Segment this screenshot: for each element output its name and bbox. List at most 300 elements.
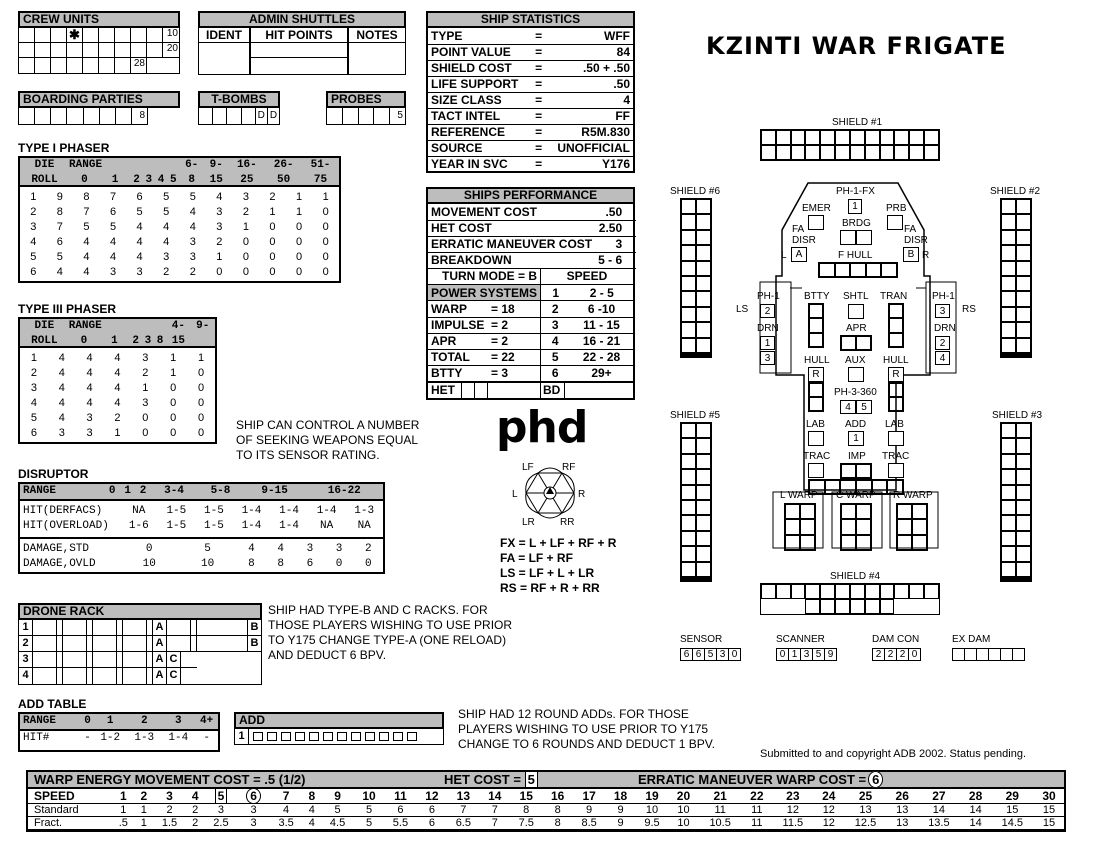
- table-cell: 10: [200, 558, 215, 570]
- stat-value: 84: [546, 44, 634, 60]
- phaser-head-cell: 16-: [236, 159, 257, 171]
- het-box-3[interactable]: [488, 383, 541, 398]
- fract-row: [28, 817, 1064, 830]
- phaser-head-cell: 15: [171, 335, 185, 347]
- add-cell: 1-2: [100, 732, 121, 744]
- shield-4-label: SHIELD #4: [830, 571, 881, 582]
- admin-shuttle-grid[interactable]: [198, 28, 406, 75]
- standard-row-cell: 13: [859, 804, 872, 816]
- stat-label: SHIELD COST: [427, 60, 531, 76]
- fract-row-cell: 4.5: [329, 817, 346, 829]
- speed-row-cell: 11: [394, 789, 407, 803]
- drn-right-box-1[interactable]: 2: [935, 336, 950, 350]
- imp-track[interactable]: [840, 463, 872, 479]
- fhull-track[interactable]: [818, 262, 898, 278]
- table-cell: 3: [306, 543, 314, 555]
- shield-3-label: SHIELD #3: [992, 410, 1043, 421]
- table-row: [20, 235, 339, 250]
- track-box: 9: [824, 648, 837, 661]
- prb-label: PRB: [886, 203, 907, 214]
- table-row: [20, 220, 339, 235]
- phaser3-head: [20, 319, 215, 348]
- drn-left-box-1[interactable]: 1: [760, 336, 775, 350]
- add-table-title: ADD TABLE: [18, 697, 87, 711]
- table-cell: 0: [242, 251, 249, 263]
- table-row: [20, 557, 383, 572]
- perf-value: 2.50: [595, 220, 636, 236]
- admin-shuttles-header: ADMIN SHUTTLES: [198, 11, 406, 28]
- cwarp-label: C WARP: [836, 490, 876, 501]
- lwarp-track[interactable]: [784, 503, 816, 551]
- standard-row-cell: 12: [786, 804, 799, 816]
- brdg-box-2[interactable]: [856, 230, 872, 245]
- table-cell: 4: [83, 236, 90, 248]
- table-cell: 4: [86, 367, 93, 379]
- standard-row-cell: 5: [334, 804, 341, 816]
- ph1-right-label: PH-1: [932, 291, 955, 302]
- boarding-parties-header: BOARDING PARTIES: [18, 91, 180, 108]
- table-cell: 5: [189, 191, 196, 203]
- ph1-left-box[interactable]: 2: [760, 304, 775, 318]
- tbomb-d1: D: [256, 108, 268, 124]
- stat-eq: =: [531, 28, 545, 44]
- perf-label: ERRATIC MANEUVER COST: [428, 236, 595, 252]
- shuttle-ident-col: IDENT: [199, 28, 249, 43]
- arc-lr: LR: [522, 517, 535, 528]
- fract-row-cell: 13: [896, 817, 909, 829]
- speed-row-cell: 26: [895, 789, 909, 803]
- phaser1-body: [20, 190, 339, 280]
- table-cell: 0: [142, 412, 149, 424]
- fract-row-cell: 12: [822, 817, 835, 829]
- ph1-right-box[interactable]: 3: [935, 304, 950, 318]
- add-round-box[interactable]: [281, 732, 291, 741]
- phaser-head-cell: [142, 319, 154, 334]
- power-systems-header: POWER SYSTEMS: [428, 285, 541, 301]
- sensor-label: SENSOR: [680, 634, 723, 645]
- lab-left-box[interactable]: [808, 431, 824, 446]
- fract-row-cell: 1: [140, 817, 147, 829]
- table-cell: 3: [216, 221, 223, 233]
- standard-row-cell: 4: [308, 804, 315, 816]
- hull-left-label: HULL: [804, 355, 830, 366]
- rwarp-track[interactable]: [896, 503, 928, 551]
- table-cell: 3: [109, 266, 117, 278]
- drone-c-label: C: [167, 668, 181, 684]
- table-cell: 0: [322, 251, 329, 263]
- crew-mark-28: 28: [131, 58, 147, 73]
- trac-right-box[interactable]: [888, 463, 904, 478]
- probes-box: [326, 91, 406, 125]
- perf-row: [428, 220, 636, 236]
- shtl-box[interactable]: [848, 304, 864, 319]
- crew-units-header: CREW UNITS: [18, 11, 180, 28]
- het-label: HET: [428, 383, 462, 398]
- add-cell: -: [203, 732, 210, 744]
- table-cell: 8: [56, 206, 63, 218]
- admin-shuttles-box: [198, 11, 406, 75]
- phaser-head-cell: [130, 319, 142, 334]
- arc-r: R: [578, 489, 586, 500]
- phaser-head-cell: 9-: [196, 320, 210, 332]
- table-cell: NA: [132, 505, 146, 517]
- perf-row: [428, 252, 636, 268]
- add-round-box[interactable]: [407, 732, 417, 741]
- speed-row-cell: 1: [119, 789, 127, 803]
- phaser-head-cell: 3: [144, 335, 152, 347]
- turn-mode-value: 2: [540, 301, 570, 317]
- drone-a-label: A: [153, 668, 167, 684]
- table-cell: 6: [109, 206, 117, 218]
- prb-box[interactable]: [887, 215, 903, 230]
- arc-formulas: [500, 536, 616, 596]
- table-cell: 3: [86, 427, 93, 439]
- table-cell: 2: [142, 367, 149, 379]
- probes-header: PROBES: [326, 91, 406, 108]
- add-round-box[interactable]: [323, 732, 333, 741]
- stat-eq: =: [531, 60, 545, 76]
- speed-row-cell: 28: [968, 789, 983, 803]
- shield-2-track[interactable]: [1000, 198, 1032, 358]
- fract-row-cell: 12.5: [854, 817, 877, 829]
- add-round-box[interactable]: [351, 732, 361, 741]
- table-row: [20, 265, 339, 280]
- stat-row: [427, 156, 634, 172]
- drone-rack-row[interactable]: [19, 620, 261, 636]
- speed-row-cell: 18: [613, 789, 628, 803]
- fract-row-cell: 2: [192, 817, 199, 829]
- add-round-box[interactable]: [379, 732, 389, 741]
- table-cell: 2: [242, 206, 249, 218]
- speed-range: 29+: [570, 365, 633, 381]
- apr-track[interactable]: [840, 335, 872, 351]
- shield-4-track[interactable]: [760, 583, 940, 615]
- table-cell: 0: [335, 558, 343, 570]
- table-cell: NA: [357, 520, 371, 532]
- tbombs-box: [198, 91, 280, 125]
- table-cell: 2: [189, 266, 196, 278]
- speed-row-cell: 7: [282, 789, 290, 803]
- phaser-head-cell: 1: [111, 174, 119, 186]
- standard-row-cell: 3: [250, 804, 257, 816]
- arc-rr: RR: [560, 517, 575, 528]
- het-cost: HET COST = 5: [444, 772, 538, 787]
- fract-row-cell: 8.5: [581, 817, 597, 829]
- add-ssd-box[interactable]: 1: [848, 431, 864, 446]
- formula-rs: RS = RF + R + RR: [500, 581, 600, 595]
- drone-rack-header: DRONE RACK: [18, 603, 262, 620]
- stat-row: [427, 44, 634, 60]
- crew-units-grid[interactable]: [18, 28, 180, 74]
- phaser-head-cell: 8: [188, 174, 195, 186]
- speed-row-cell: 27: [932, 789, 946, 803]
- table-cell: 1: [296, 191, 303, 203]
- het-box-2[interactable]: [475, 383, 488, 398]
- table-row: [20, 519, 383, 534]
- speed-range: 16 - 21: [570, 333, 633, 349]
- bd-label: BD: [541, 383, 565, 398]
- speed-row-cell: 30: [1042, 789, 1056, 803]
- ship-title: KZINTI WAR FRIGATE: [706, 32, 1007, 60]
- phaser3-title: TYPE III PHASER: [18, 302, 117, 316]
- speed-row-cell: 8: [308, 789, 316, 803]
- table-cell: 9: [56, 191, 63, 203]
- boarding-track[interactable]: [18, 108, 148, 125]
- add-track[interactable]: [234, 729, 444, 745]
- table-cell: 0: [296, 221, 303, 233]
- table-cell: 6: [56, 236, 63, 248]
- power-row: [428, 333, 633, 349]
- shield-1-track[interactable]: [760, 129, 940, 161]
- standard-row-cell: 7: [460, 804, 467, 816]
- ph3-box-a[interactable]: 4: [840, 400, 856, 414]
- phaser1-head: [20, 158, 339, 187]
- table-cell: 1: [170, 367, 177, 379]
- ph3-box-b[interactable]: 5: [856, 400, 872, 414]
- speed-row-cell: 9: [334, 789, 341, 803]
- damcon-label: DAM CON: [872, 634, 920, 645]
- bd-box[interactable]: [565, 383, 633, 398]
- ships-performance-header: SHIPS PERFORMANCE: [426, 187, 635, 204]
- tbombs-track[interactable]: [198, 108, 280, 125]
- power-label: TOTAL: [428, 349, 488, 365]
- stat-value: FF: [546, 108, 634, 124]
- fract-row-cell: 9.5: [644, 817, 660, 829]
- hull-left-r[interactable]: R: [808, 367, 824, 382]
- standard-row-cell: 8: [523, 804, 530, 816]
- disruptor-head-cell: 0: [108, 485, 116, 497]
- speed-range: 11 - 15: [570, 317, 633, 333]
- perf-row: [428, 204, 636, 220]
- fract-row-cell: 14: [969, 817, 982, 829]
- boarding-count: 8: [139, 110, 145, 121]
- speed-range: 6 -10: [570, 301, 633, 317]
- add-round-box[interactable]: [365, 732, 375, 741]
- table-cell: 5: [163, 191, 170, 203]
- aux-box[interactable]: [848, 367, 864, 382]
- add-cell: -: [84, 732, 91, 744]
- drn-right-box-2[interactable]: 4: [935, 351, 950, 365]
- standard-row-cell: 8: [554, 804, 561, 816]
- table-cell: 0: [142, 427, 149, 439]
- lab-left-label: LAB: [806, 419, 825, 430]
- table-cell: 7: [56, 221, 63, 233]
- sensor-track[interactable]: [680, 648, 740, 661]
- movement-cost-table: [26, 770, 1066, 832]
- shield-5-track[interactable]: [680, 422, 712, 582]
- table-cell: 1-3: [354, 505, 375, 517]
- power-value: = 2: [488, 333, 540, 349]
- stat-row: [427, 76, 634, 92]
- table-cell: 3: [335, 543, 343, 555]
- disr-left-label: FA DISR: [792, 224, 816, 246]
- tbombs-header: T-BOMBS: [198, 91, 280, 108]
- stat-eq: =: [531, 92, 545, 108]
- drone-a-label: A: [153, 652, 167, 667]
- table-cell: 4: [30, 236, 37, 248]
- hull-right-track[interactable]: [888, 382, 904, 412]
- stat-eq: =: [531, 44, 545, 60]
- fhull-label: F HULL: [838, 250, 873, 261]
- stat-value: .50 + .50: [546, 60, 634, 76]
- phaser3-body: [20, 351, 215, 441]
- tran-track[interactable]: [888, 303, 904, 348]
- table-cell: 3: [142, 352, 149, 364]
- table-cell: 1-4: [241, 520, 262, 532]
- table-cell: 4: [86, 382, 93, 394]
- speed-row-cell: 17: [582, 789, 596, 803]
- table-cell: 3: [216, 206, 223, 218]
- scanner-track[interactable]: [776, 648, 836, 661]
- fract-row-cell: 1.5: [161, 817, 178, 829]
- hull-right-r[interactable]: R: [888, 367, 904, 382]
- arc-lf: LF: [522, 462, 534, 473]
- het-bd-row: [428, 382, 633, 398]
- standard-row-cell: 9: [617, 804, 624, 816]
- lab-right-box[interactable]: [888, 431, 904, 446]
- brdg-box-1[interactable]: [840, 230, 856, 245]
- drone-b-label: B: [247, 636, 261, 651]
- drone-rack-row[interactable]: [19, 652, 197, 668]
- drone-rack-row[interactable]: [19, 668, 197, 684]
- table-row: [20, 351, 215, 366]
- standard-row-cell: 5: [365, 804, 373, 816]
- phaser-head-cell: 2: [133, 174, 140, 186]
- turn-mode-value: 3: [540, 317, 570, 333]
- disr-right-arc: R: [922, 250, 930, 261]
- table-cell: 3: [86, 412, 93, 424]
- table-cell: 0: [322, 206, 329, 218]
- add-round-box[interactable]: [295, 732, 305, 741]
- drone-row-num: 4: [19, 668, 33, 684]
- rwarp-label: R WARP: [893, 490, 933, 501]
- ph1-left-label: PH-1: [757, 291, 780, 302]
- shield-1-label: SHIELD #1: [832, 117, 883, 128]
- disr-b-box[interactable]: B: [903, 247, 919, 262]
- standard-row-cell: 15: [1006, 804, 1019, 816]
- tran-label: TRAN: [880, 291, 908, 302]
- btty-label: BTTY: [804, 291, 830, 302]
- table-cell: 0: [197, 427, 205, 439]
- ph3-label: PH-3-360: [834, 387, 877, 398]
- stat-eq: =: [531, 140, 545, 156]
- power-row: [428, 317, 633, 333]
- table-cell: 7: [83, 206, 90, 218]
- standard-row-cell: 2: [166, 804, 173, 816]
- fract-row-cell: 11.5: [782, 817, 804, 829]
- table-cell: 1-4: [279, 505, 299, 517]
- table-cell: 1: [269, 206, 276, 218]
- add-round-box[interactable]: [267, 732, 277, 741]
- ships-performance: [426, 187, 635, 400]
- add-note: SHIP HAD 12 ROUND ADDs. FOR THOSE PLAYERS WISHING TO USE PRIOR TO Y175 CHANGE TO 6 ROUNDS AND DEDUCT 1 BPV.: [458, 707, 715, 751]
- table-cell: 4: [216, 191, 223, 203]
- turn-mode: TURN MODE = B: [428, 269, 541, 285]
- standard-row-cell: 4: [283, 804, 290, 816]
- trac-left-box[interactable]: [808, 463, 824, 478]
- add-cell: HIT#: [23, 732, 50, 744]
- track-box: 3: [716, 648, 729, 661]
- probes-track[interactable]: [326, 108, 406, 125]
- disruptor-head-cell: 2: [139, 485, 147, 497]
- table-cell: 4: [248, 543, 255, 555]
- standard-row-cell: 13: [896, 804, 909, 816]
- table-cell: 3: [30, 382, 37, 394]
- stat-eq: =: [531, 76, 545, 92]
- ph1-fx-box[interactable]: 1: [848, 199, 862, 214]
- table-row: [20, 190, 339, 205]
- table-cell: 1: [296, 206, 303, 218]
- table-cell: 2: [216, 236, 223, 248]
- power-row: [428, 365, 633, 381]
- standard-row-cell: 14: [969, 804, 982, 816]
- damcon-track[interactable]: [872, 648, 920, 661]
- btty-track[interactable]: [808, 303, 824, 348]
- cwarp-track[interactable]: [840, 503, 872, 551]
- table-cell: 0: [322, 236, 329, 248]
- speed-row-cell: 22: [750, 789, 764, 803]
- shield-6-track[interactable]: [680, 198, 712, 358]
- table-cell: 4: [163, 221, 170, 233]
- drn-left-box-2[interactable]: 3: [760, 351, 775, 365]
- track-box: 6: [680, 648, 693, 661]
- shield-3-track[interactable]: [1000, 422, 1032, 582]
- hull-left-track[interactable]: [808, 382, 824, 412]
- add-row-num: 1: [235, 729, 249, 744]
- drone-row-num: 3: [19, 652, 33, 667]
- table-cell: 4: [189, 221, 196, 233]
- aux-label: AUX: [845, 355, 866, 366]
- drn-left-label: DRN: [757, 323, 779, 334]
- standard-row-cell: 11: [714, 804, 726, 816]
- het-box-1[interactable]: [462, 383, 475, 398]
- add-cell: 1-4: [168, 732, 189, 744]
- standard-row-cell: 15: [1042, 804, 1056, 816]
- phaser-head-cell: 50: [277, 174, 291, 186]
- table-cell: 4: [114, 382, 121, 394]
- add-round-box[interactable]: [253, 732, 263, 741]
- table-cell: 0: [269, 221, 276, 233]
- table-cell: 5: [56, 251, 63, 263]
- crew-mark-10: 10: [163, 28, 179, 43]
- add-round-box[interactable]: [309, 732, 319, 741]
- disruptor-head-cell: 3-4: [164, 485, 184, 497]
- fract-row-cell: 13.5: [928, 817, 950, 829]
- table-cell: 8: [248, 558, 255, 570]
- add-round-box[interactable]: [337, 732, 347, 741]
- fract-row-cell: 6.5: [455, 817, 471, 829]
- emer-label: EMER: [802, 203, 831, 214]
- table-cell: 4: [30, 397, 37, 409]
- speed-row-cell: 20: [676, 789, 691, 803]
- perf-label: MOVEMENT COST: [428, 204, 595, 220]
- track-box: 1: [788, 648, 801, 661]
- add-round-box[interactable]: [393, 732, 403, 741]
- table-cell: 2: [269, 191, 276, 203]
- phaser-head-cell: DIE: [34, 320, 55, 332]
- disr-a-box[interactable]: A: [791, 247, 807, 262]
- add-ssd-label: ADD: [845, 419, 867, 430]
- table-cell: 4: [109, 251, 117, 263]
- stat-label: SIZE CLASS: [427, 92, 531, 108]
- power-value: = 22: [488, 349, 540, 365]
- drone-rack-row[interactable]: [19, 636, 261, 652]
- perf-value: 5 - 6: [595, 252, 636, 268]
- exdam-track[interactable]: [952, 648, 1024, 661]
- stat-value: R5M.830: [546, 124, 634, 140]
- add-cell: 1-3: [134, 732, 155, 744]
- stat-row: [427, 60, 634, 76]
